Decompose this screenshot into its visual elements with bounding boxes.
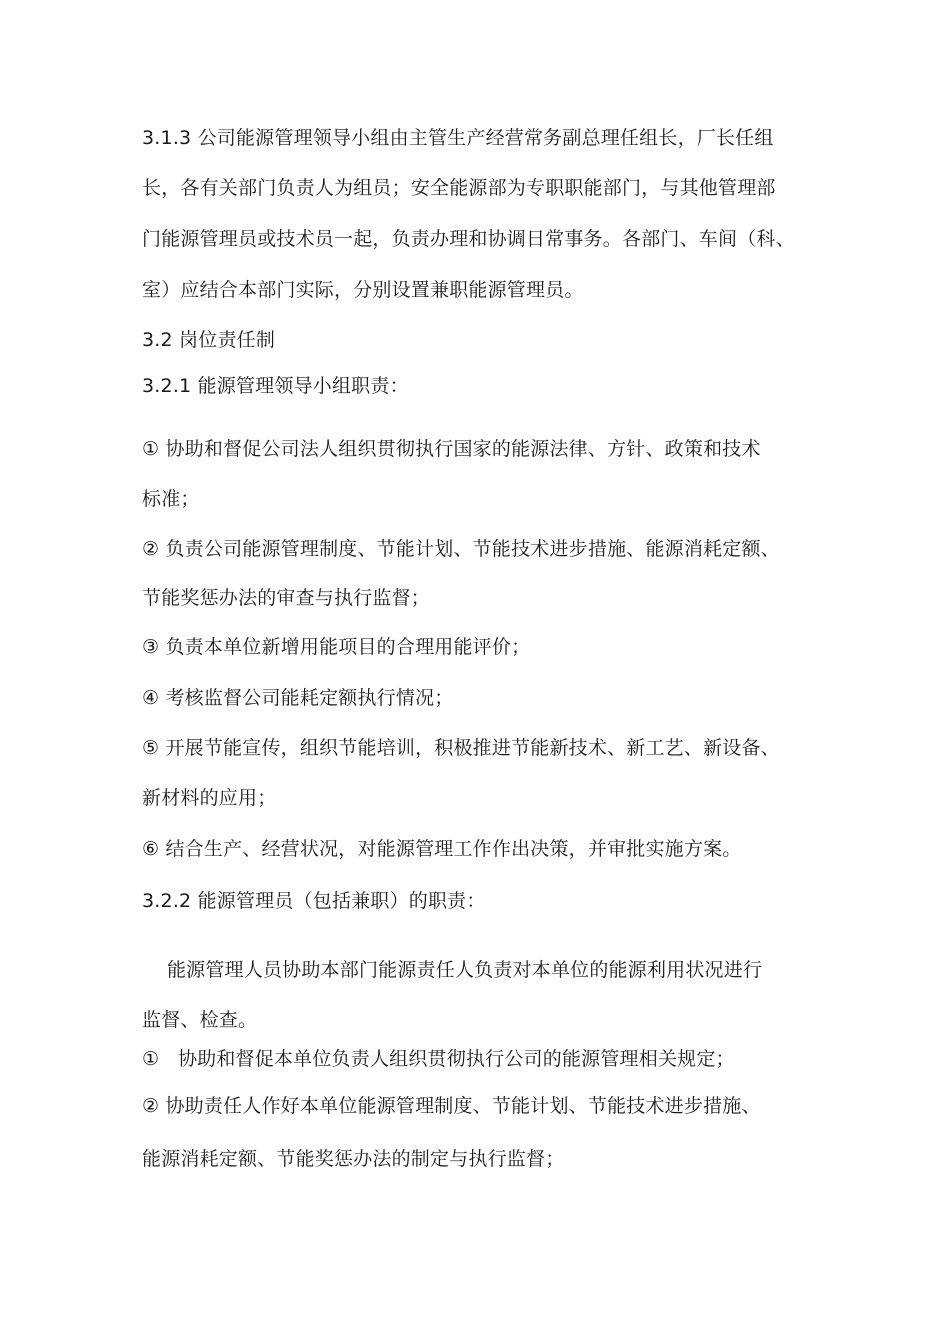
list-item: ① 协助和督促公司法人组织贯彻执行国家的能源法律、方针、政策和技术 bbox=[142, 438, 761, 460]
paragraph-line: 能源管理人员协助本部门能源责任人负责对本单位的能源利用状况进行 bbox=[142, 959, 763, 981]
text-line: 长，各有关部门负责人为组员；安全能源部为专职职能部门，与其他管理部 bbox=[142, 177, 776, 199]
list-item: ① 协助和督促本单位负责人组织贯彻执行公司的能源管理相关规定； bbox=[142, 1048, 735, 1070]
list-item: ⑤ 开展节能宣传，组织节能培训，积极推进节能新技术、新工艺、新设备、 bbox=[142, 737, 780, 759]
list-item: ④ 考核监督公司能耗定额执行情况； bbox=[142, 687, 454, 709]
text-line: 节能奖惩办法的审查与执行监督； bbox=[142, 587, 431, 609]
text-line: 室）应结合本部门实际，分别设置兼职能源管理员。 bbox=[142, 279, 584, 301]
text-line: 监督、检查。 bbox=[142, 1009, 258, 1031]
section-heading: 3.2 岗位责任制 bbox=[142, 329, 276, 351]
subsection-heading: 3.2.1 能源管理领导小组职责： bbox=[142, 375, 409, 397]
text-line: 能源消耗定额、节能奖惩办法的制定与执行监督； bbox=[142, 1148, 565, 1170]
subsection-heading: 3.2.2 能源管理员（包括兼职）的职责： bbox=[142, 890, 486, 912]
list-item: ⑥ 结合生产、经营状况，对能源管理工作作出决策，并审批实施方案。 bbox=[142, 838, 742, 860]
list-item: ③ 负责本单位新增用能项目的合理用能评价； bbox=[142, 636, 531, 658]
text-line: 门能源管理员或技术员一起，负责办理和协调日常事务。各部门、车间（科、 bbox=[142, 228, 795, 250]
text-line: 标准； bbox=[142, 488, 200, 510]
list-item: ② 负责公司能源管理制度、节能计划、节能技术进步措施、能源消耗定额、 bbox=[142, 538, 780, 560]
text-line: 3.1.3 公司能源管理领导小组由主管生产经营常务副总理任组长，厂长任组 bbox=[142, 127, 774, 149]
list-item: ② 协助责任人作好本单位能源管理制度、节能计划、节能技术进步措施、 bbox=[142, 1095, 761, 1117]
text-line: 新材料的应用； bbox=[142, 787, 277, 809]
